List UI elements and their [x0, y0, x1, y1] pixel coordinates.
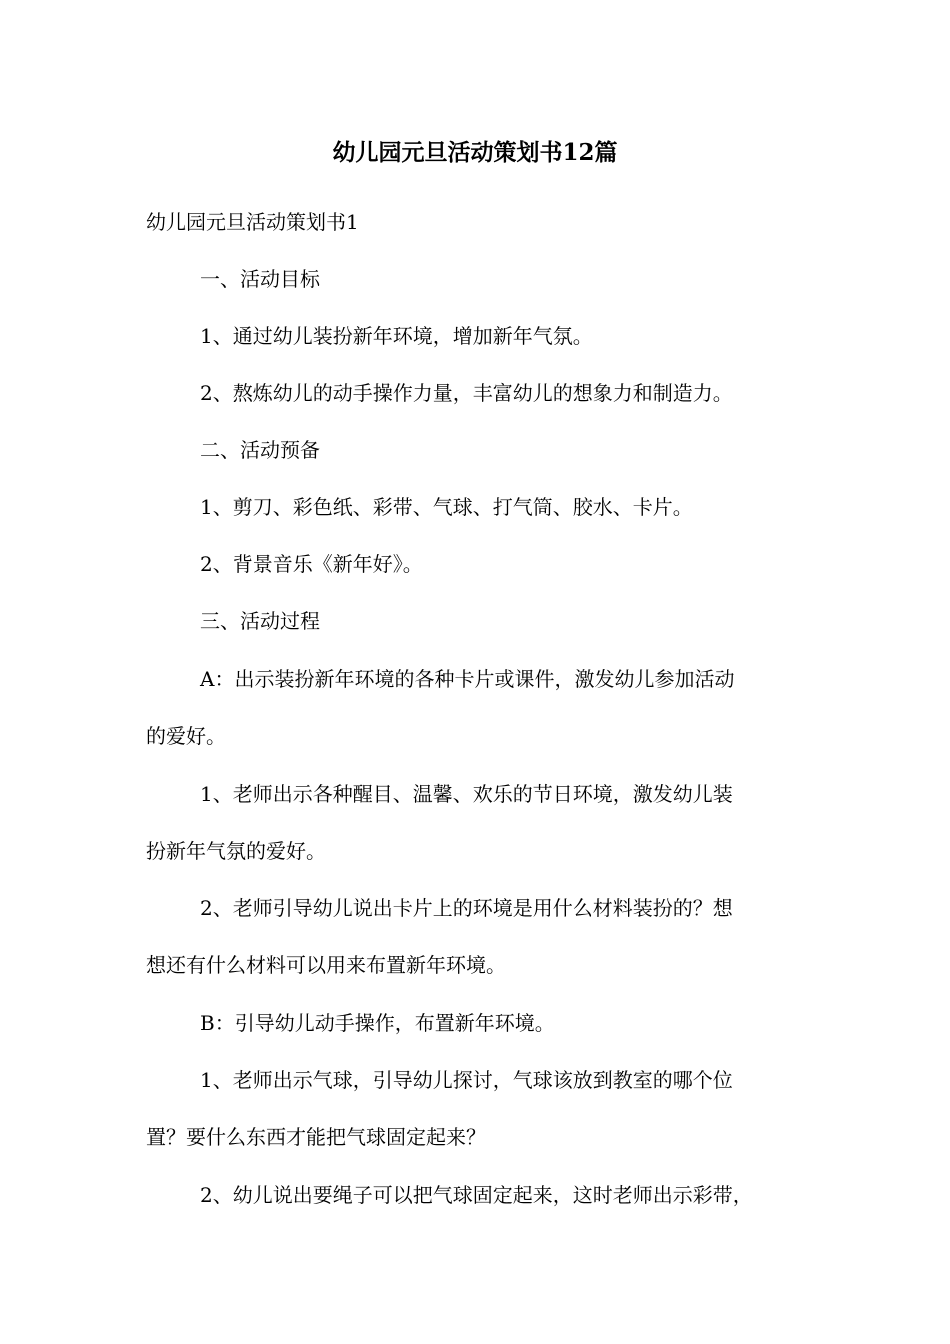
paragraph-line: 1、剪刀、彩色纸、彩带、气球、打气筒、胶水、卡片。 [200, 495, 693, 519]
paragraph-line: 1、老师出示各种醒目、温馨、欢乐的节日环境，激发幼儿装 [200, 782, 733, 806]
document-title: 幼儿园元旦活动策划书12篇 [332, 139, 618, 166]
paragraph-line: A：出示装扮新年环境的各种卡片或课件，激发幼儿参加活动 [200, 667, 735, 691]
paragraph-line: 二、活动预备 [200, 438, 320, 462]
paragraph-line: 1、通过幼儿装扮新年环境，增加新年气氛。 [200, 324, 593, 348]
paragraph-line: 2、背景音乐《新年好》。 [200, 552, 423, 576]
paragraph-line: 置？要什么东西才能把气球固定起来？ [146, 1125, 486, 1149]
paragraph-line: 的爱好。 [146, 724, 226, 748]
paragraph-line: 1、老师出示气球，引导幼儿探讨，气球该放到教室的哪个位 [200, 1068, 733, 1092]
paragraph-line: 三、活动过程 [200, 609, 320, 633]
paragraph-line: 想还有什么材料可以用来布置新年环境。 [146, 953, 506, 977]
paragraph-line: 扮新年气氛的爱好。 [146, 839, 326, 863]
paragraph-line: 2、幼儿说出要绳子可以把气球固定起来，这时老师出示彩带， [200, 1183, 753, 1207]
section-heading: 幼儿园元旦活动策划书1 [146, 210, 359, 234]
paragraph-line: B：引导幼儿动手操作，布置新年环境。 [200, 1011, 555, 1035]
paragraph-line: 2、熬炼幼儿的动手操作力量，丰富幼儿的想象力和制造力。 [200, 381, 733, 405]
paragraph-line: 一、活动目标 [200, 267, 320, 291]
paragraph-line: 2、老师引导幼儿说出卡片上的环境是用什么材料装扮的？想 [200, 896, 733, 920]
